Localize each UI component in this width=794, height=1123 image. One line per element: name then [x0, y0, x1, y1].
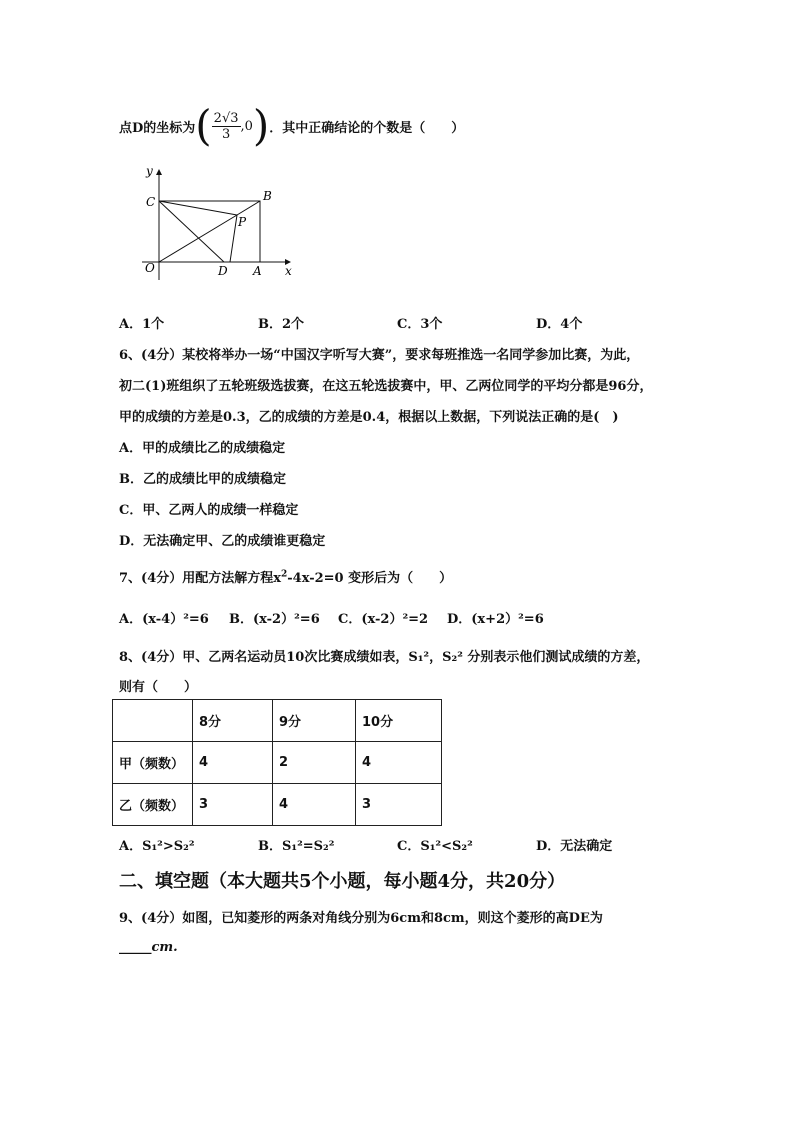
intro-line	[119, 103, 464, 149]
intro-prefix: 点D的坐标为	[119, 120, 196, 136]
frequency-table	[112, 699, 442, 826]
fraction-numerator: 2√3	[213, 110, 239, 126]
q5-option-c[interactable]: C．3个	[397, 317, 443, 332]
q7-option-c[interactable]: C．(x-2）²=2	[338, 612, 429, 627]
table-cell: 甲（频数）	[113, 742, 193, 784]
section-heading: 二、填空题（本大题共5个小题，每小题4分，共20分）	[119, 871, 566, 892]
q9-line-1: 9、(4分）如图，已知菱形的两条对角线分别为6cm和8cm，则这个菱形的高DE为	[119, 911, 603, 926]
table-cell: 3	[356, 784, 442, 826]
table-header-row	[113, 700, 442, 742]
label-P: P	[238, 215, 247, 229]
table-cell: 4	[356, 742, 442, 784]
segment-CP	[159, 201, 237, 215]
q8-option-b[interactable]: B．S₁²=S₂²	[258, 839, 335, 854]
q6-option-b[interactable]: B．乙的成绩比甲的成绩稳定	[119, 472, 286, 487]
q9-line-2	[119, 940, 178, 955]
table-cell: 乙（频数）	[113, 784, 193, 826]
table-cell: 8分	[193, 700, 273, 742]
table-cell: 3	[193, 784, 273, 826]
table-cell: 4	[273, 784, 356, 826]
q6-option-a[interactable]: A．甲的成绩比乙的成绩稳定	[119, 441, 286, 456]
intro-suffix: ．其中正确结论的个数是（ ）	[269, 120, 465, 136]
table-row	[113, 784, 442, 826]
label-y: y	[146, 164, 153, 178]
segment-CB-to-D	[159, 201, 224, 262]
right-paren: )	[252, 101, 270, 150]
q7-stem-suffix: -4x-2=0 变形后为（ ）	[287, 571, 453, 586]
q8-line-2: 则有（ ）	[119, 680, 198, 695]
q7-stem-sup: 2	[281, 569, 288, 580]
segment-PD	[230, 215, 237, 262]
coordinate-fraction	[212, 111, 241, 142]
label-B: B	[263, 189, 272, 203]
coordinate-figure	[140, 160, 310, 285]
table-cell: 10分	[356, 700, 442, 742]
q7-stem-prefix: 7、(4分）用配方法解方程x	[119, 571, 281, 586]
label-A: A	[253, 264, 262, 278]
q6-line-2: 初二(1)班组织了五轮班级选拔赛，在这五轮选拔赛中，甲、乙两位同学的平均分都是96分，	[119, 379, 653, 394]
coordinate-rest: ,0	[240, 118, 253, 134]
q9-unit: cm.	[151, 940, 178, 955]
q8-option-d[interactable]: D．无法确定	[536, 839, 613, 854]
label-C: C	[146, 195, 156, 209]
table-cell: 4	[193, 742, 273, 784]
q5-option-a[interactable]: A．1个	[119, 317, 165, 332]
q6-option-d[interactable]: D．无法确定甲、乙的成绩谁更稳定	[119, 534, 326, 549]
q7-option-a[interactable]: A．(x-4）²=6	[119, 612, 209, 627]
q7-option-d[interactable]: D．(x+2）²=6	[447, 612, 544, 627]
q8-option-c[interactable]: C．S₁²<S₂²	[397, 839, 473, 854]
fraction-denominator: 3	[221, 126, 231, 142]
q7-option-b[interactable]: B．(x-2）²=6	[229, 612, 320, 627]
answer-blank[interactable]: _____	[119, 940, 152, 955]
segment-OP	[159, 215, 237, 262]
q6-line-3: 甲的成绩的方差是0.3，乙的成绩的方差是0.4，根据以上数据，下列说法正确的是( )	[119, 410, 619, 425]
table-row	[113, 742, 442, 784]
left-paren: (	[195, 101, 212, 150]
q7-stem	[119, 567, 452, 586]
table-cell: 2	[273, 742, 356, 784]
table-cell: 9分	[273, 700, 356, 742]
label-O: O	[145, 261, 155, 275]
q6-line-1: 6、(4分）某校将举办一场“中国汉字听写大赛”，要求每班推选一名同学参加比赛，为此，	[119, 348, 640, 363]
label-x: x	[285, 264, 292, 278]
q6-option-c[interactable]: C．甲、乙两人的成绩一样稳定	[119, 503, 299, 518]
segment-PB	[237, 201, 260, 215]
q5-option-d[interactable]: D．4个	[536, 317, 583, 332]
table-cell	[113, 700, 193, 742]
q8-option-a[interactable]: A．S₁²>S₂²	[119, 839, 195, 854]
q8-line-1: 8、(4分）甲、乙两名运动员10次比赛成绩如表，S₁²，S₂² 分别表示他们测试成绩的方差，	[119, 650, 650, 665]
label-D: D	[218, 264, 228, 278]
q5-option-b[interactable]: B．2个	[258, 317, 305, 332]
